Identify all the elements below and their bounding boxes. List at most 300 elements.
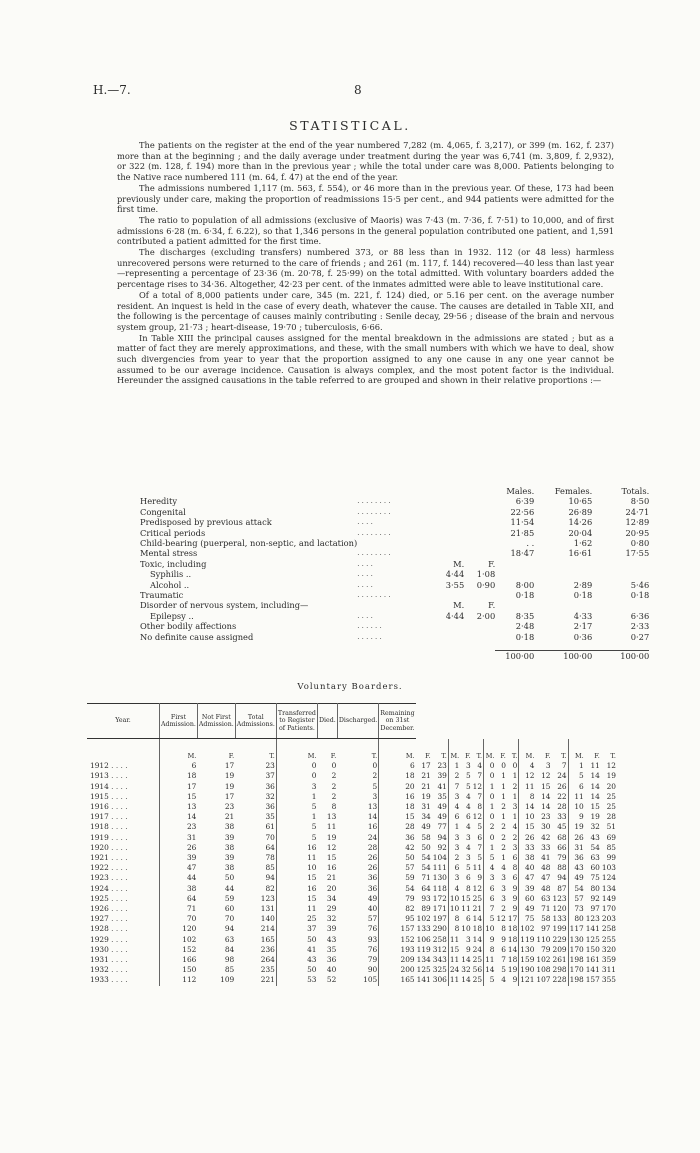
vb-cell: 0: [489, 791, 495, 801]
vb-cell: 102: [416, 914, 431, 924]
cause-males: 18·47: [510, 548, 535, 559]
vb-cell: 229: [552, 934, 567, 944]
cause-totals: 0·27: [630, 631, 650, 642]
cause-row: [140, 600, 649, 610]
cause-label: Critical periods: [140, 527, 206, 538]
vb-cell: 102: [536, 955, 551, 965]
cause-leader: . . . .: [357, 559, 373, 568]
vb-cell: 298: [552, 965, 567, 975]
vb-cell: 9: [507, 904, 519, 914]
cause-sub-m: 3·55: [445, 579, 465, 590]
vb-col-discharged: Discharged.: [337, 704, 378, 739]
vb-cell: 165: [400, 975, 415, 985]
vb-cell: 258: [601, 924, 616, 934]
cause-row: [140, 559, 649, 569]
total-totals: 100·00: [592, 651, 649, 662]
cause-totals: 17·55: [625, 548, 650, 559]
vb-cell: 24: [337, 833, 378, 843]
vb-cell: 16: [326, 863, 337, 873]
vb-year-cell: [87, 771, 160, 781]
vb-year: 1930: [90, 944, 109, 954]
vb-cell: 108: [536, 965, 551, 975]
vb-cell: 98: [224, 955, 235, 965]
vb-cell: 11: [525, 781, 535, 791]
vb-cell: 134: [416, 955, 431, 965]
vb-cell: 141: [416, 975, 431, 985]
vb-cell: 1: [489, 781, 495, 791]
vb-cell: 36: [574, 853, 584, 863]
vb-cell: 7: [552, 761, 569, 771]
vb-year: 1929: [90, 934, 109, 944]
vb-cell: 14: [590, 791, 600, 801]
vb-cell: 4: [454, 802, 460, 812]
vb-year: 1933: [90, 975, 109, 985]
vb-cell: 89: [421, 904, 431, 914]
vb-cell: 8: [454, 914, 460, 924]
vb-cell: 9: [472, 873, 484, 883]
vb-year: 1926: [90, 904, 109, 914]
vb-cell: 134: [601, 883, 616, 893]
vb-cell: 123: [552, 893, 567, 903]
vb-row: [87, 833, 617, 843]
vb-cell: 23: [186, 822, 197, 832]
vb-cell: 60: [590, 863, 600, 873]
vb-mft-label: M.: [187, 752, 197, 760]
causes-table: [140, 486, 649, 662]
vb-cell: 6: [507, 873, 519, 883]
vb-cell: 0: [311, 761, 317, 771]
vb-cell: 78: [235, 853, 276, 863]
vb-row: [87, 843, 617, 853]
vb-cell: 40: [326, 965, 337, 975]
vb-cell: 58: [541, 914, 551, 924]
vb-cell: 1: [454, 761, 460, 771]
vb-cell: 19: [574, 822, 584, 832]
vb-cell: 150: [182, 965, 197, 975]
vb-cell: 28: [552, 802, 569, 812]
vb-cell: 1: [501, 771, 506, 781]
cause-males: 0·18: [515, 631, 535, 642]
vb-cell: 5: [465, 863, 471, 873]
cause-sub-m: 4·44: [445, 610, 465, 621]
paragraph-deaths: Of a total of 8,000 patients under care, 345 (m. 221, f. 124) died, or 5.16 per cent. on the average number resident. An inquest is held in the case of every death, whatever the cause. The causes are detailed in Table XII, and the following is the percentage of causes mainly contributing : Senile decay, 29·56 ; disease of the brain and nervous system group, 21·73 ; heart-disease, 19·70 ; tuberculosis, 6·66.: [117, 289, 614, 332]
cause-totals: 2·33: [630, 621, 650, 632]
vb-year-cell: [87, 782, 160, 792]
vb-cell: 104: [432, 853, 447, 863]
vb-cell: 5: [311, 832, 317, 842]
vb-cell: 43: [574, 863, 584, 873]
vb-cell: 32: [326, 914, 337, 924]
cause-females: 10·65: [568, 496, 593, 507]
vb-cell: 32: [235, 792, 276, 802]
vb-cell: 197: [432, 914, 447, 924]
vb-cell: 255: [601, 934, 616, 944]
vb-leader: . . . .: [108, 904, 128, 914]
vb-cell: 26: [525, 832, 535, 842]
total-blank: [464, 651, 495, 662]
vb-mft-label: M.: [575, 751, 584, 760]
vb-col-total: Total Admissions.: [235, 704, 276, 739]
vb-cell: 76: [337, 924, 378, 934]
vb-cell: 198: [569, 975, 584, 985]
vb-cell: 14: [461, 955, 471, 965]
vb-cell: 14: [472, 934, 483, 944]
voluntary-boarders-title: Voluntary Boarders.: [297, 682, 403, 692]
vb-cell: 66: [552, 843, 569, 853]
vb-cell: 49: [337, 894, 378, 904]
vb-cell: 5: [489, 975, 495, 985]
cause-totals: [592, 569, 649, 579]
vb-cell: 15: [541, 781, 551, 791]
cause-leader: [357, 600, 440, 610]
vb-cell: 170: [569, 965, 584, 975]
cause-sub-f: 2·00: [476, 610, 496, 621]
vb-cell: 9: [579, 812, 584, 822]
vb-mft-row: [87, 739, 617, 762]
vb-cell: 21: [472, 904, 483, 914]
cause-females: [534, 559, 592, 569]
vb-cell: 117: [569, 924, 584, 934]
vb-cell: 5: [311, 822, 317, 832]
vb-cell: 8: [465, 883, 471, 893]
vb-cell: 1: [501, 791, 506, 801]
vb-year: 1925: [90, 893, 109, 903]
cause-row: [140, 621, 649, 631]
vb-cell: 60: [525, 893, 535, 903]
vb-cell: 47: [525, 873, 535, 883]
cause-males: 8·35: [515, 610, 535, 621]
vb-row: [87, 761, 617, 771]
cause-sub-m: 4·44: [445, 569, 465, 580]
vb-cell: 133: [416, 924, 431, 934]
vb-mft-year: [87, 739, 160, 762]
vb-row: [87, 812, 617, 822]
vb-leader: . . . .: [108, 822, 128, 832]
vb-cell: 12: [496, 914, 506, 924]
vb-cell: 157: [585, 975, 600, 985]
vb-cell: 54: [421, 853, 431, 863]
vb-cell: 43: [307, 955, 317, 965]
total-males: 100·00: [495, 651, 534, 662]
vb-cell: 16: [307, 883, 317, 893]
vb-mft-label: M.: [485, 751, 495, 760]
vb-cell: 4: [465, 842, 471, 852]
vb-col-notfirst: Not First Admission.: [197, 704, 235, 739]
vb-leader: . . . .: [108, 924, 128, 934]
cause-sub-f: [464, 517, 495, 527]
vb-cell: 110: [536, 934, 551, 944]
vb-cell: 26: [552, 782, 569, 792]
vb-cell: 124: [601, 873, 616, 883]
vb-cell: 19: [224, 781, 235, 791]
cause-sub-f: [464, 632, 495, 642]
vb-cell: 34: [421, 812, 431, 822]
vb-cell: 21: [421, 771, 431, 781]
cause-label: Other bodily affections: [140, 621, 237, 632]
cause-sub-m: [440, 632, 464, 642]
vb-cell: 92: [432, 843, 449, 853]
vb-col-year: Year.: [87, 704, 160, 739]
vb-cell: 23: [224, 802, 235, 812]
vb-row: [87, 975, 617, 985]
cause-females: 4·33: [573, 610, 593, 621]
vb-cell: 2: [501, 822, 506, 832]
vb-cell: 125: [585, 934, 600, 944]
vb-cell: 4: [454, 883, 460, 893]
vb-cell: 2: [337, 771, 378, 781]
vb-row: [87, 863, 617, 873]
cause-sub-m: [440, 621, 464, 631]
vb-cell: 1: [579, 761, 584, 771]
vb-year-cell: [87, 792, 160, 802]
vb-year: 1919: [90, 832, 109, 842]
vb-cell: 18: [507, 955, 518, 965]
vb-cell: 9: [465, 944, 471, 954]
vb-cell: 54: [421, 863, 431, 873]
vb-cell: 24: [472, 944, 483, 954]
cause-sub-m: [440, 528, 464, 538]
vb-cell: 38: [186, 883, 197, 893]
paragraph-discharges: The discharges (excluding transfers) numbered 373, or 88 less than in 1932. 112 (or 48 less) harmless unrecovered persons were returned to the care of friends ; and 261 (m. 117, f. 144) recovered—40 less than last year—representing a percentage of 23·36 (m. 20·78, f. 25·99) on the total admitted. With voluntary boarders added the percentage rises to 34·36. Altogether, 42·23 per cent. of the inmates admitted were able to leave institutional care.: [117, 247, 614, 290]
vb-cell: 8: [331, 802, 337, 812]
vb-cell: 24: [449, 965, 460, 975]
vb-cell: 2: [501, 832, 506, 842]
vb-cell: 107: [536, 975, 551, 985]
vb-year: 1927: [90, 914, 109, 924]
vb-cell: 4: [501, 863, 506, 873]
vb-cell: 14: [461, 975, 471, 985]
vb-cell: 9: [489, 934, 495, 944]
vb-cell: 75: [525, 914, 535, 924]
vb-cell: 49: [432, 812, 449, 822]
vb-cell: 44: [224, 883, 235, 893]
vb-cell: 42: [541, 832, 551, 842]
vb-year: 1914: [90, 781, 109, 791]
page-reference: H.—7.: [93, 83, 131, 97]
vb-cell: 32: [590, 822, 600, 832]
vb-cell: 10: [574, 802, 584, 812]
vb-mft-label: T.: [472, 739, 484, 762]
vb-col-remaining: Remaining on 31st December.: [379, 704, 416, 739]
cause-totals: 20·95: [625, 527, 650, 538]
vb-cell: 0: [337, 761, 378, 771]
vb-cell: 11: [449, 975, 460, 985]
vb-cell: 12: [525, 771, 535, 781]
vb-cell: 3: [545, 761, 551, 771]
vb-cell: 3: [454, 832, 460, 842]
vb-cell: 48: [541, 883, 551, 893]
vb-cell: 12: [326, 842, 337, 852]
vb-cell: 6: [489, 883, 495, 893]
vb-year-cell: [87, 914, 160, 924]
vb-cell: 103: [601, 863, 616, 873]
vb-cell: 3: [454, 873, 460, 883]
vb-year: 1931: [90, 955, 109, 965]
vb-cell: 70: [186, 914, 197, 924]
vb-cell: 49: [432, 802, 449, 812]
vb-cell: 39: [432, 771, 449, 781]
vb-cell: 236: [235, 945, 276, 955]
vb-cell: 50: [307, 934, 317, 944]
vb-cell: 33: [541, 842, 551, 852]
vb-row: [87, 955, 617, 965]
vb-cell: 1: [501, 853, 506, 863]
vb-cell: 3: [501, 893, 506, 903]
total-blank: [440, 651, 464, 662]
vb-cell: 13: [326, 812, 337, 822]
vb-row: [87, 904, 617, 914]
vb-cell: 5: [579, 771, 584, 781]
vb-cell: 5: [489, 853, 495, 863]
vb-cell: 63: [590, 853, 600, 863]
vb-year-cell: [87, 833, 160, 843]
vb-cell: 0: [331, 761, 337, 771]
vb-cell: 3: [465, 761, 471, 771]
voluntary-boarders-table: [87, 703, 617, 986]
cause-sub-f: [464, 507, 495, 517]
vb-cell: 190: [520, 965, 535, 975]
vb-cell: 0: [489, 761, 495, 771]
vb-cell: 19: [606, 771, 616, 781]
vb-cell: 9: [501, 934, 506, 944]
vb-year: 1922: [90, 863, 109, 873]
vb-cell: 31: [574, 842, 584, 852]
vb-cell: 3: [454, 842, 460, 852]
vb-cell: 3: [465, 832, 471, 842]
vb-cell: 44: [186, 873, 197, 883]
vb-year: 1915: [90, 791, 109, 801]
cause-sub-m: M.: [453, 558, 465, 569]
vb-col-first: First Admission.: [160, 704, 198, 739]
vb-cell: 12: [472, 883, 483, 893]
cause-row: [140, 569, 649, 579]
vb-year-cell: [87, 935, 160, 945]
vb-cell: 121: [520, 975, 535, 985]
vb-cell: 6: [191, 761, 197, 771]
vb-cell: 70: [235, 833, 276, 843]
vb-cell: 11: [590, 761, 600, 771]
cause-leader: . . . .: [357, 580, 373, 589]
vb-cell: 58: [421, 832, 431, 842]
vb-cell: 18: [472, 924, 483, 934]
vb-year: 1912: [90, 761, 109, 771]
cause-row: [140, 517, 649, 527]
vb-cell: 73: [574, 904, 584, 914]
vb-cell: 7: [501, 955, 506, 965]
cause-label: Epilepsy ..: [150, 610, 194, 621]
vb-cell: 157: [400, 924, 415, 934]
vb-cell: 264: [235, 955, 276, 965]
vb-cell: 71: [186, 904, 197, 914]
vb-cell: 94: [552, 873, 569, 883]
vb-cell: 13: [337, 802, 378, 812]
cause-row: [140, 548, 649, 558]
vb-cell: 133: [552, 914, 567, 924]
vb-year: 1920: [90, 842, 109, 852]
vb-cell: 130: [432, 873, 447, 883]
vb-cell: 5: [311, 802, 317, 812]
vb-cell: 3: [311, 781, 317, 791]
vb-cell: 11: [449, 955, 460, 965]
vb-cell: 39: [224, 832, 235, 842]
vb-cell: 359: [601, 955, 616, 965]
vb-cell: 3: [507, 843, 519, 853]
vb-row: [87, 924, 617, 934]
vb-cell: 5: [472, 822, 484, 832]
vb-cell: 11: [307, 853, 317, 863]
vb-cell: 38: [525, 853, 535, 863]
vb-cell: 6: [579, 781, 584, 791]
vb-cell: 2: [501, 802, 506, 812]
vb-cell: 5: [501, 965, 506, 975]
vb-row: [87, 945, 617, 955]
vb-cell: 36: [235, 802, 276, 812]
cause-males: 21·85: [510, 527, 535, 538]
vb-year-cell: [87, 945, 160, 955]
vb-cell: 21: [224, 812, 235, 822]
vb-cell: 14: [485, 965, 495, 975]
vb-cell: 93: [421, 893, 431, 903]
cause-females: 1·62: [573, 538, 593, 549]
vb-cell: 2: [507, 782, 519, 792]
vb-cell: 2: [454, 853, 460, 863]
vb-year-cell: [87, 822, 160, 832]
vb-cell: 3: [465, 934, 471, 944]
vb-cell: 3: [454, 791, 460, 801]
cause-sub-f: [464, 590, 495, 600]
vb-year-cell: [87, 924, 160, 934]
vb-cell: 50: [224, 873, 235, 883]
vb-mft-label: T.: [507, 739, 519, 762]
cause-row: [140, 496, 649, 506]
vb-cell: 49: [574, 873, 584, 883]
cause-sub-f: F.: [488, 558, 496, 569]
cause-row: [140, 507, 649, 517]
vb-cell: 41: [541, 853, 551, 863]
cause-males: [495, 600, 534, 610]
cause-females: [534, 569, 592, 579]
vb-cell: 35: [432, 792, 449, 802]
vb-cell: 5: [489, 914, 495, 924]
vb-cell: 320: [601, 944, 616, 954]
vb-cell: 12: [472, 781, 483, 791]
vb-mft-label: F.: [330, 752, 337, 760]
vb-cell: 16: [307, 842, 317, 852]
cause-totals: 5·46: [630, 579, 650, 590]
vb-cell: 64: [421, 883, 431, 893]
vb-cell: 165: [235, 935, 276, 945]
vb-row: [87, 884, 617, 894]
cause-leader: . . . . . . . .: [357, 528, 391, 537]
cause-females: 26·89: [568, 506, 593, 517]
vb-cell: 10: [525, 812, 535, 822]
vb-cell: 161: [585, 955, 600, 965]
vb-cell: 11: [472, 863, 483, 873]
vb-cell: 60: [224, 904, 235, 914]
vb-cell: 38: [224, 863, 235, 873]
vb-cell: 29: [326, 904, 337, 914]
cause-sub-m: [440, 517, 464, 527]
cause-females: 2·89: [573, 579, 593, 590]
vb-cell: 39: [224, 853, 235, 863]
cause-label: Toxic, including: [140, 558, 207, 569]
vb-cell: 26: [337, 863, 378, 873]
vb-cell: 33: [525, 842, 535, 852]
vb-cell: 71: [541, 904, 551, 914]
vb-cell: 11: [307, 904, 317, 914]
vb-cell: 11: [449, 934, 460, 944]
vb-mft-label: M.: [405, 752, 415, 760]
